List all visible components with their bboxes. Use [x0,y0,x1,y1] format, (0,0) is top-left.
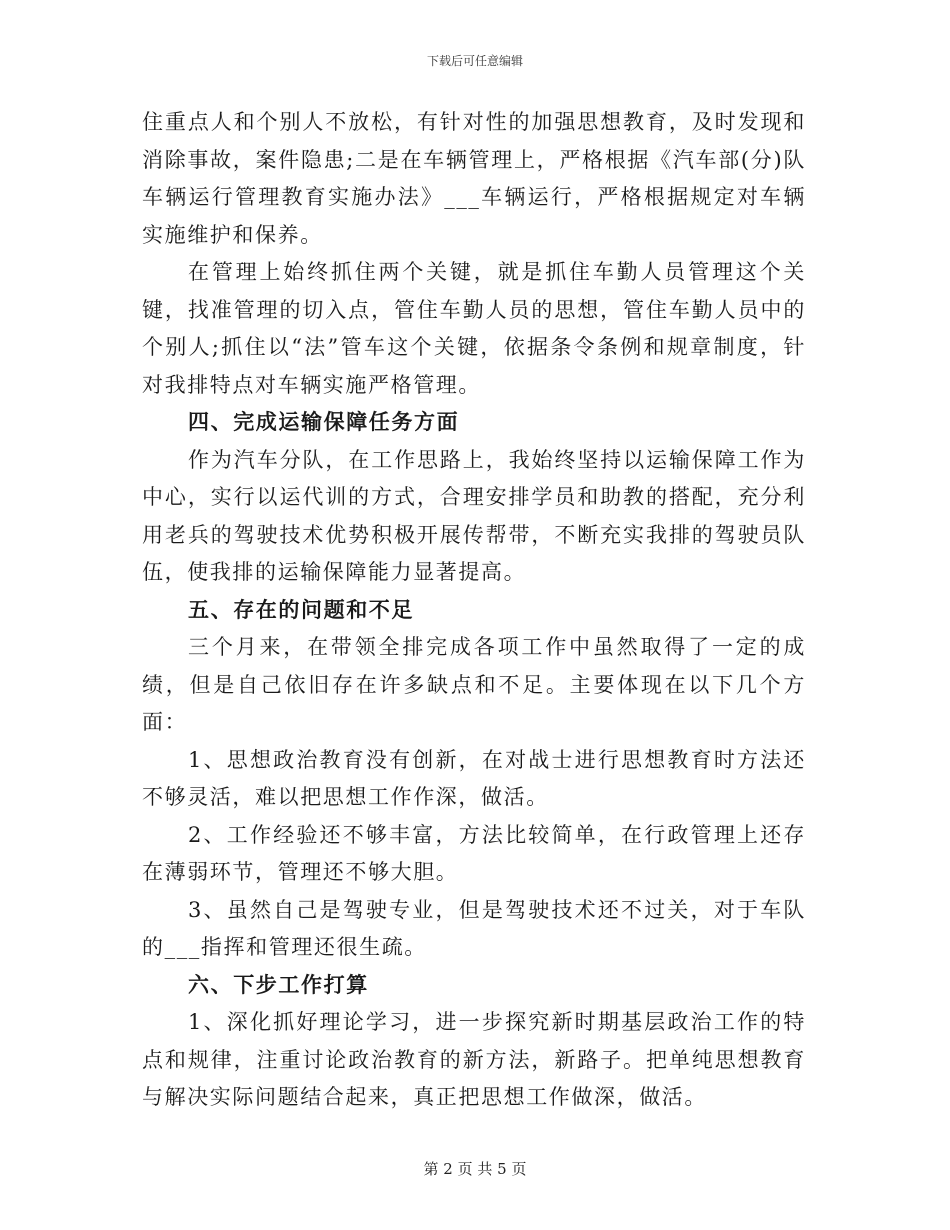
list-item: 1、思想政治教育没有创新，在对战士进行思想教育时方法还不够灵活，难以把思想工作作深，做活。 [142,747,806,809]
paragraph: 住重点人和个别人不放松，有针对性的加强思想教育，及时发现和消除事故，案件隐患;二是在车辆管理上，严格根据《汽车部(分)队车辆运行管理教育实施办法》___车辆运行，严格根据规定对车辆实施维护和保养。 [142,110,806,247]
page-header: 下载后可任意编辑 [426,54,523,68]
section-heading-4: 四、完成运输保障任务方面 [188,410,460,434]
document-body [142,104,806,1117]
section-heading-5: 五、存在的问题和不足 [188,597,414,622]
list-item: 2、工作经验还不够丰富，方法比较简单，在行政管理上还存在薄弱环节，管理还不够大胆。 [142,822,806,884]
paragraph: 在管理上始终抓住两个关键，就是抓住车勤人员管理这个关键，找准管理的切入点，管住车勤人员的思想，管住车勤人员中的个别人;抓住以“法”管车这个关键，依据条令条例和规章制度，针对我排特点对车辆实施严格管理。 [142,260,806,397]
paragraph: 三个月来，在带领全排完成各项工作中虽然取得了一定的成绩，但是自己依旧存在许多缺点和不足。主要体现在以下几个方面： [142,635,806,734]
list-item: 3、虽然自己是驾驶专业，但是驾驶技术还不过关，对于车队的___指挥和管理还很生疏。 [142,897,806,959]
section-heading-6: 六、下步工作打算 [188,972,369,997]
paragraph: 作为汽车分队，在工作思路上，我始终坚持以运输保障工作为中心，实行以运代训的方式，合理安排学员和助教的搭配，充分利用老兵的驾驶技术优势积极开展传帮带，不断充实我排的驾驶员队伍，使我排的运输保障能力显著提高。 [142,447,806,584]
list-item: 1、深化抓好理论学习，进一步探究新时期基层政治工作的特点和规律，注重讨论政治教育的新方法，新路子。把单纯思想教育与解决实际问题结合起来，真正把思想工作做深，做活。 [142,1010,806,1109]
page-footer: 第 2 页 共 5 页 [423,1160,527,1178]
